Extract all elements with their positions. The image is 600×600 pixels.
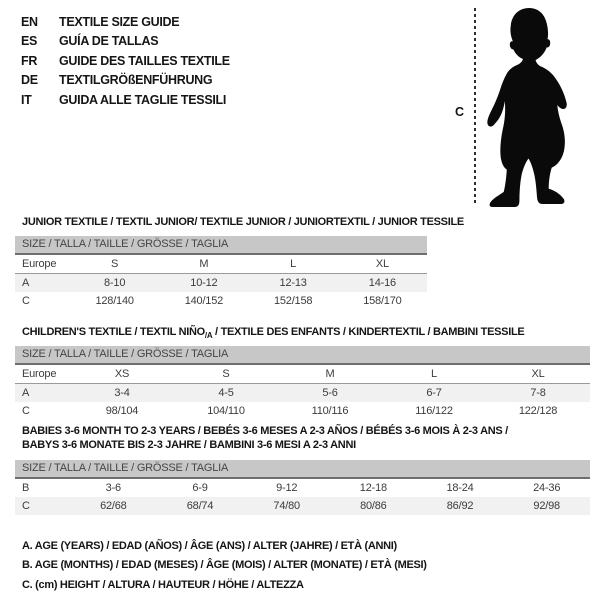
junior-row-a-value: 10-12	[190, 277, 218, 289]
children-row-a-value: 5-6	[322, 387, 338, 399]
children-row-c-value: 110/116	[311, 405, 349, 417]
junior-row-a-value: 8-10	[104, 277, 126, 289]
language-title-es: GUÍA DE TALLAS	[59, 34, 159, 49]
language-row-it	[21, 91, 230, 110]
baby-silhouette-icon	[482, 6, 574, 208]
children-header-row	[15, 365, 590, 384]
junior-region-label: Europe	[22, 258, 57, 270]
babies-row-b-label: B	[22, 482, 30, 494]
language-code-de: DE	[21, 73, 38, 88]
footnote-age-years: A. AGE (YEARS) / EDAD (AÑOS) / ÂGE (ANS) / ALTER (JAHRE) / ETÀ (ANNI)	[22, 540, 397, 552]
language-row-de	[21, 71, 230, 90]
children-row-c-label: C	[22, 405, 30, 417]
babies-row-b	[15, 479, 590, 497]
junior-row-c-value: 128/140	[95, 295, 134, 307]
junior-row-c-value: 158/170	[363, 295, 402, 307]
footnote-block	[22, 537, 427, 595]
babies-row-b-value: 9-12	[276, 482, 298, 494]
children-title-post: / TEXTILE DES ENFANTS / KINDERTEXTIL / BAMBINI TESSILE	[212, 326, 525, 338]
language-row-en	[21, 13, 230, 32]
children-size-header-bar: SIZE / TALLA / TAILLE / GRÖSSE / TAGLIA	[15, 346, 590, 365]
children-title-pre: CHILDREN'S TEXTILE / TEXTIL NIÑO	[22, 326, 205, 338]
junior-col-xl: XL	[375, 258, 389, 270]
children-row-a-value: 3-4	[114, 387, 130, 399]
junior-col-m: M	[199, 258, 209, 270]
babies-size-header-bar: SIZE / TALLA / TAILLE / GRÖSSE / TAGLIA	[15, 460, 590, 479]
junior-row-c-label: C	[22, 295, 30, 307]
children-region-label: Europe	[22, 368, 57, 380]
language-row-es	[21, 32, 230, 51]
babies-row-c-value: 80/86	[360, 500, 387, 512]
junior-header-row	[15, 255, 427, 274]
babies-table-title	[22, 424, 508, 452]
babies-row-c-label: C	[22, 500, 30, 512]
babies-row-c-value: 74/80	[273, 500, 300, 512]
children-col-xl: XL	[531, 368, 545, 380]
babies-row-c-value: 86/92	[446, 500, 474, 512]
junior-row-a-label: A	[22, 277, 30, 289]
children-col-xs: XS	[114, 368, 130, 380]
children-row-c-value: 104/110	[207, 405, 245, 417]
children-row-a	[15, 384, 590, 402]
language-title-it: GUIDA ALLE TAGLIE TESSILI	[59, 92, 227, 107]
children-size-table	[15, 346, 590, 420]
babies-size-table	[15, 460, 590, 515]
junior-row-c-value: 152/158	[273, 295, 313, 307]
junior-row-a-value: 12-13	[279, 277, 307, 289]
children-row-c	[15, 402, 590, 420]
babies-row-c-value: 92/98	[533, 500, 560, 512]
language-title-de: TEXTILGRÖßENFÜHRUNG	[59, 73, 213, 88]
children-row-a-value: 6-7	[426, 387, 442, 399]
children-col-l: L	[431, 368, 437, 380]
junior-col-s: S	[111, 258, 119, 270]
children-row-c-value: 122/128	[518, 405, 558, 417]
junior-row-c-value: 140/152	[184, 295, 224, 307]
junior-row-c	[15, 292, 427, 310]
children-row-c-value: 98/104	[105, 405, 139, 417]
language-title-en: TEXTILE SIZE GUIDE	[59, 15, 180, 29]
language-title-block	[21, 13, 230, 110]
junior-row-a	[15, 274, 427, 292]
babies-row-b-value: 24-36	[533, 482, 561, 494]
children-row-a-value: 4-5	[218, 387, 234, 399]
babies-row-c-value: 68/74	[186, 500, 214, 512]
footnote-height-cm: C. (cm) HEIGHT / ALTURA / HAUTEUR / HÖHE / ALTEZZA	[22, 578, 304, 591]
junior-row-a-value: 14-16	[368, 277, 396, 289]
children-title-sub: /A	[204, 331, 213, 341]
babies-title-line1: BABIES 3-6 MONTH TO 2-3 YEARS / BEBÉS 3-6 MESES A 2-3 AÑOS / BÉBÉS 3-6 MOIS À 2-3 ANS /	[22, 425, 508, 437]
children-col-s: S	[222, 368, 230, 380]
height-dashed-line	[474, 8, 476, 206]
language-row-fr	[21, 52, 230, 71]
children-row-c-value: 116/122	[415, 405, 453, 417]
babies-row-b-value: 6-9	[192, 482, 208, 494]
babies-title-line2: BABYS 3-6 MONATE BIS 2-3 JAHRE / BAMBINI 3-6 MESI A 2-3 ANNI	[22, 439, 356, 451]
babies-row-b-value: 18-24	[446, 482, 474, 494]
children-table-title	[22, 326, 524, 340]
babies-row-c-value: 62/68	[100, 500, 127, 512]
babies-row-b-value: 12-18	[359, 482, 387, 494]
junior-col-l: L	[290, 258, 297, 270]
children-row-a-label: A	[22, 387, 30, 399]
language-code-it: IT	[21, 92, 32, 107]
language-code-fr: FR	[21, 53, 38, 68]
children-col-m: M	[325, 368, 335, 380]
babies-row-b-value: 3-6	[105, 482, 121, 494]
language-code-es: ES	[21, 34, 38, 49]
junior-table-title: JUNIOR TEXTILE / TEXTIL JUNIOR/ TEXTILE JUNIOR / JUNIORTEXTIL / JUNIOR TESSILE	[22, 216, 464, 228]
junior-size-table	[15, 236, 427, 310]
language-title-fr: GUIDE DES TAILLES TEXTILE	[59, 53, 230, 68]
language-code-en: EN	[21, 15, 38, 29]
height-measure-label: C	[455, 105, 465, 119]
footnote-age-months: B. AGE (MONTHS) / EDAD (MESES) / ÂGE (MOIS) / ALTER (MONATE) / ETÀ (MESI)	[22, 559, 427, 572]
junior-size-header-bar: SIZE / TALLA / TAILLE / GRÖSSE / TAGLIA	[15, 236, 427, 255]
babies-row-c	[15, 497, 590, 515]
children-row-a-value: 7-8	[530, 387, 546, 399]
